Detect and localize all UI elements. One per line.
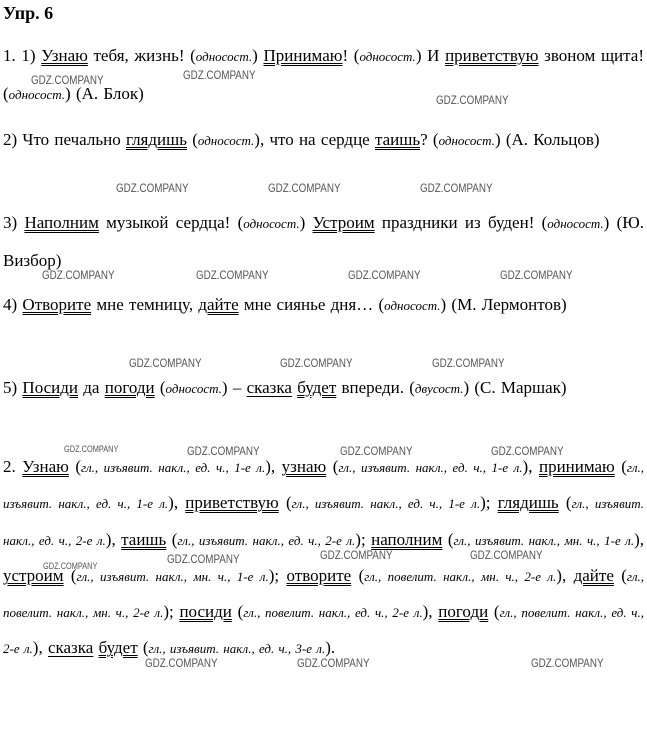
- annotation: односост.: [165, 381, 222, 396]
- verb: отворите: [286, 565, 352, 585]
- watermark: GDZ.COMPANY: [340, 444, 413, 458]
- watermark: GDZ.COMPANY: [268, 181, 341, 195]
- verb: дайте: [573, 565, 614, 585]
- watermark: GDZ.COMPANY: [196, 268, 269, 282]
- text: ) –: [221, 378, 247, 397]
- annotation: гл., повелит. накл., ед. ч., 2-е л.: [3, 605, 645, 657]
- text: ! (: [342, 46, 360, 65]
- watermark: GDZ.COMPANY: [348, 268, 421, 282]
- annotation: односост.: [243, 216, 300, 231]
- annotation: гл., изъявит. накл., мн. ч., 1-е л.: [453, 532, 635, 548]
- text: тебя, жизнь! (: [87, 46, 196, 65]
- watermark: GDZ.COMPANY: [145, 656, 218, 670]
- annotation: односост.: [195, 49, 253, 64]
- text: ? (: [420, 130, 439, 149]
- predicate: таишь: [374, 130, 421, 149]
- watermark: GDZ.COMPANY: [432, 356, 505, 370]
- watermark: GDZ.COMPANY: [167, 552, 240, 566]
- text: );: [480, 493, 498, 513]
- text: звоном щита! (: [3, 46, 644, 103]
- watermark: GDZ.COMPANY: [183, 68, 256, 82]
- watermark: GDZ.COMPANY: [116, 181, 189, 195]
- text: (: [154, 378, 166, 397]
- verb: приветствую: [185, 493, 279, 513]
- sentence-4: [3, 286, 644, 324]
- annotation: гл., изъявит. накл., ед. ч., 1-е л.: [81, 460, 266, 475]
- annotation: односост.: [384, 298, 441, 313]
- part-number: 1.: [3, 46, 16, 65]
- text: да: [78, 378, 105, 397]
- subject: сказка: [47, 638, 94, 658]
- verb: таишь: [121, 529, 167, 549]
- text: ),: [168, 493, 186, 513]
- text: ).: [325, 638, 336, 658]
- predicate: Отворите: [22, 295, 92, 314]
- watermark: GDZ.COMPANY: [531, 656, 604, 670]
- verb: узнаю: [281, 457, 327, 476]
- text: (: [186, 130, 198, 149]
- annotation: гл., изъявит. накл., мн. ч., 1-е л.: [76, 568, 269, 584]
- text: ),: [634, 529, 645, 549]
- watermark: GDZ.COMPANY: [491, 444, 564, 458]
- predicate: глядишь: [125, 130, 187, 149]
- text: ) (А. Блок): [65, 84, 144, 103]
- predicate: Устроим: [312, 213, 375, 232]
- text: ) (А. Кольцов): [494, 130, 600, 149]
- annotation: гл., изъявит. накл., ед. ч., 1-е л.: [291, 496, 481, 512]
- text: ),: [522, 457, 539, 476]
- annotation: односост.: [8, 87, 66, 102]
- annotation: двусост.: [414, 381, 464, 396]
- watermark: GDZ.COMPANY: [129, 356, 202, 370]
- predicate: Наполним: [24, 213, 99, 232]
- predicate: будет: [297, 378, 337, 397]
- verb: Узнаю: [22, 457, 69, 476]
- part-number: 2.: [3, 457, 16, 476]
- text: 5): [3, 378, 23, 397]
- annotation: гл., повелит. накл., мн. ч., 2-е л.: [3, 568, 644, 621]
- watermark: GDZ.COMPANY: [280, 356, 353, 370]
- predicate: Узнаю: [41, 46, 88, 65]
- text: ) (Ю. Визбор): [3, 213, 644, 270]
- text: );: [268, 565, 287, 585]
- annotation: односост.: [359, 49, 416, 64]
- annotation: односост.: [547, 216, 604, 231]
- sentence-number: 1): [21, 46, 36, 65]
- annotation: гл., изъявит. накл., ед. ч., 3-е л.: [148, 641, 326, 657]
- text: мне сиянье дня… (: [238, 295, 385, 314]
- watermark: GDZ.COMPANY: [43, 561, 98, 571]
- annotation: гл., изъявит. накл., ед. ч., 2-е л.: [177, 532, 356, 548]
- text: 3): [3, 213, 25, 232]
- watermark: GDZ.COMPANY: [470, 548, 543, 562]
- text: ): [299, 213, 313, 232]
- part-2-analysis: 2. Узнаю (гл., изъявит. накл., ед. ч., 1-е л.), узнаю (гл., изъявит. накл., ед. ч., 1-е л.), принимаю (гл., изъявит. накл., ед. ч., 1-е л.), приветствую (гл., изъявит. накл., ед. ч., 1-е л.); глядишь (гл., изъявит. накл., ед. ч., 2-е л.), таишь (гл., изъявит. накл., ед. ч., 2-е л.); наполним (гл., изъявит. накл., мн. ч., 1-е л.), устроим (гл., изъявит. накл., мн. ч., 1-е л.); отворите (гл., повелит. накл., мн. ч., 2-е л.), дайте (гл., повелит. накл., мн. ч., 2-е л.); посиди (гл., повелит. накл., ед. ч., 2-е л.), погоди (гл., повелит. накл., ед. ч., 2-е л.), сказка будет (гл., изъявит. накл., ед. ч., 3-е л.).: [3, 457, 645, 658]
- text: ), что на сердце: [254, 130, 375, 149]
- annotation: гл., изъявит. накл., ед. ч., 1-е л.: [338, 460, 523, 475]
- text: );: [355, 529, 372, 549]
- watermark: GDZ.COMPANY: [64, 444, 119, 454]
- watermark: GDZ.COMPANY: [436, 93, 509, 107]
- text: ),: [105, 529, 122, 549]
- watermark: GDZ.COMPANY: [420, 181, 493, 195]
- watermark: GDZ.COMPANY: [31, 73, 104, 87]
- text: ),: [422, 602, 439, 622]
- text: мне темницу,: [91, 295, 199, 314]
- text: ),: [265, 457, 282, 476]
- text: впереди. (: [336, 378, 415, 397]
- text: 4): [3, 295, 23, 314]
- predicate: Принимаю: [263, 46, 343, 65]
- watermark: GDZ.COMPANY: [500, 268, 573, 282]
- watermark: GDZ.COMPANY: [320, 548, 393, 562]
- verb: принимаю: [538, 457, 615, 476]
- verb: посиди: [179, 602, 232, 622]
- verb: глядишь: [497, 493, 559, 513]
- sentence-2: [3, 121, 644, 159]
- text: ),: [32, 638, 48, 658]
- annotation: гл., изъявит. накл., ед. ч., 1-е л.: [3, 460, 644, 512]
- text: ) И: [415, 46, 446, 65]
- annotation: гл., повелит. накл., мн. ч., 2-е л.: [364, 568, 557, 584]
- verb: погоди: [438, 602, 489, 622]
- text: ),: [556, 565, 574, 585]
- verb: будет: [98, 638, 138, 658]
- annotation: гл., повелит. накл., ед. ч., 2-е л.: [243, 605, 423, 621]
- annotation: односост.: [438, 133, 495, 148]
- predicate: Посиди: [22, 378, 79, 397]
- text: музыкой сердца! (: [98, 213, 244, 232]
- watermark: GDZ.COMPANY: [297, 656, 370, 670]
- annotation: односост.: [197, 133, 255, 148]
- watermark: GDZ.COMPANY: [187, 444, 260, 458]
- verb: устроим: [3, 565, 64, 585]
- predicate: погоди: [104, 378, 155, 397]
- exercise-title: Упр. 6: [3, 3, 54, 23]
- text: ) (М. Лермонтов): [440, 295, 567, 314]
- text: );: [163, 602, 180, 622]
- annotation: гл., изъявит. накл., ед. ч., 2-е л.: [3, 496, 645, 548]
- sentence-5: [3, 369, 644, 407]
- predicate: дайте: [198, 295, 239, 314]
- text: праздники из буден! (: [374, 213, 548, 232]
- text: ) (С. Маршак): [463, 378, 567, 397]
- watermark: GDZ.COMPANY: [42, 268, 115, 282]
- text: ): [252, 46, 264, 65]
- predicate: приветствую: [445, 46, 539, 65]
- subject: сказка: [246, 378, 292, 397]
- text: 2) Что печально: [3, 130, 126, 149]
- verb: наполним: [371, 529, 443, 549]
